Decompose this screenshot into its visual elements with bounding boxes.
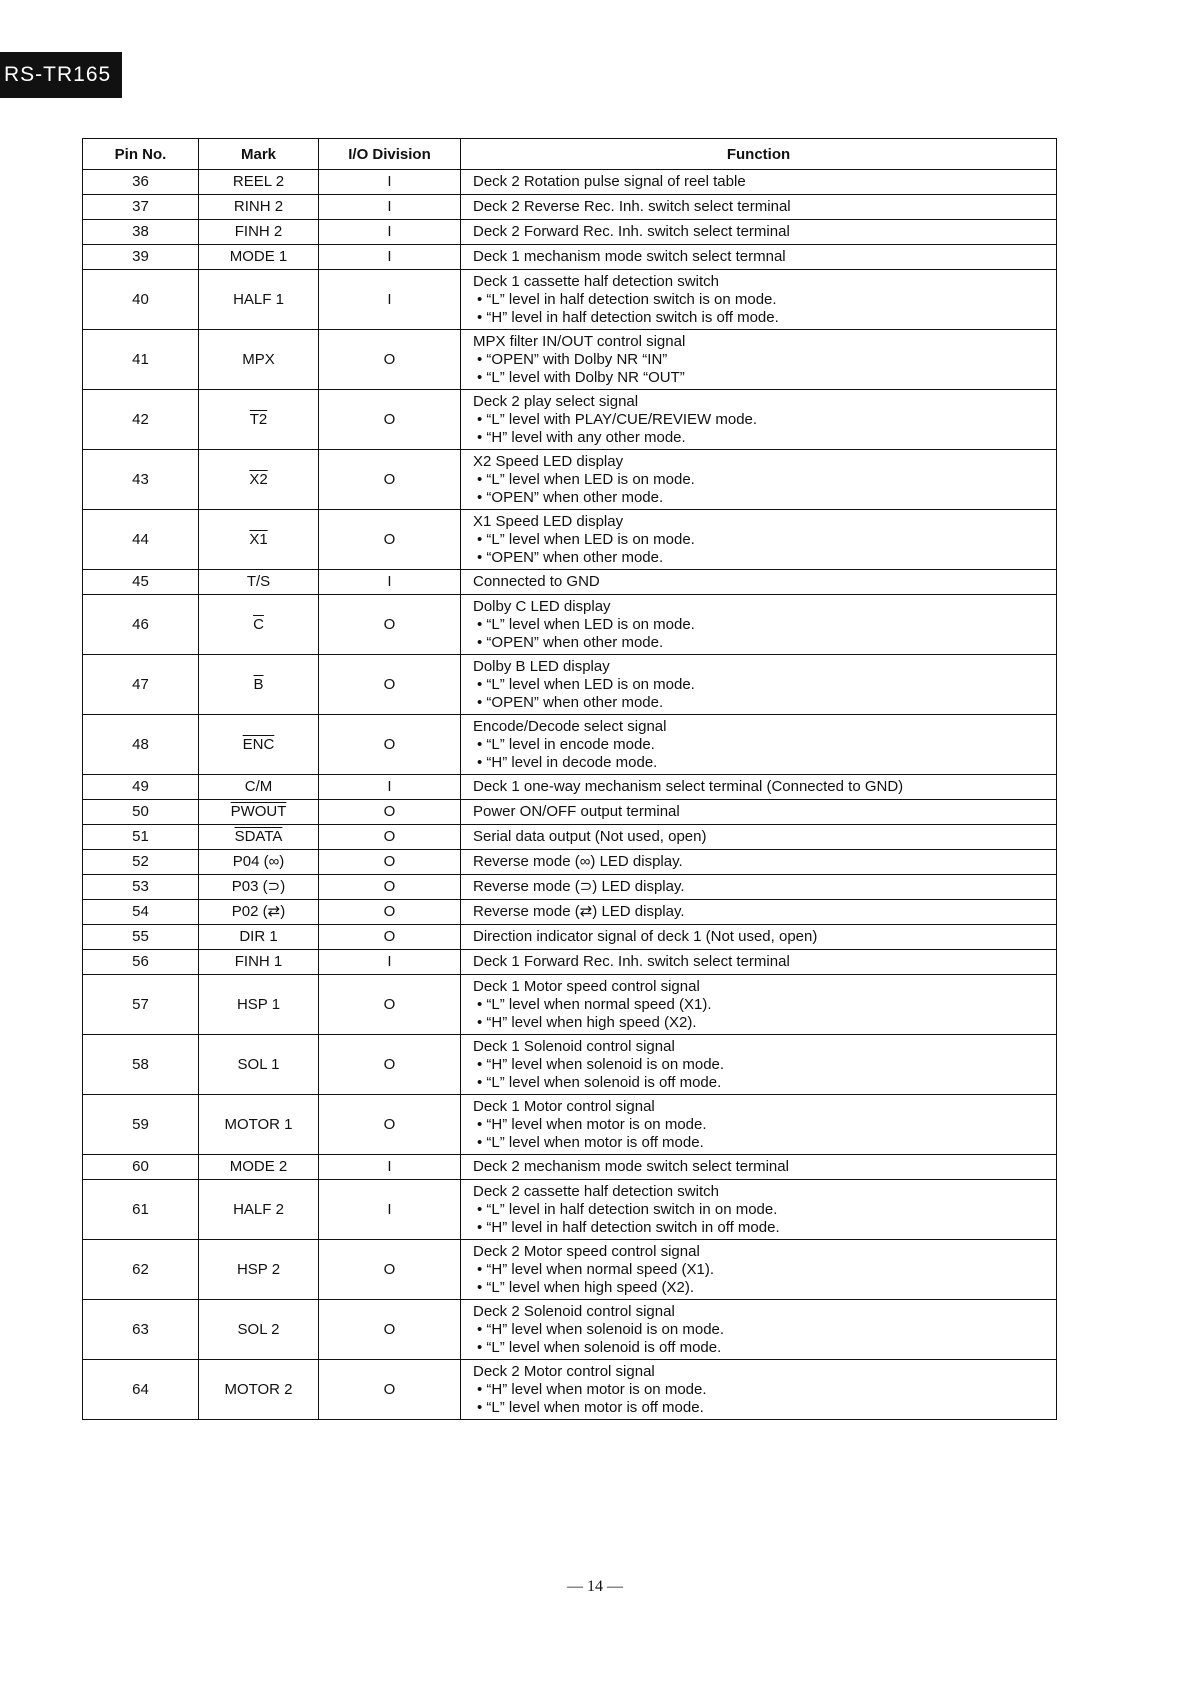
function-note: • “L” level with Dolby NR “OUT” — [473, 369, 1056, 387]
table-row — [83, 1095, 1057, 1155]
table-row — [83, 170, 1057, 195]
function-note: • “L” level when LED is on mode. — [473, 676, 1056, 694]
table-row — [83, 220, 1057, 245]
mark-label: HALF 1 — [233, 290, 284, 308]
function-description: Deck 2 play select signal — [473, 392, 639, 410]
function-cell — [461, 220, 1057, 245]
mark-label: SOL 1 — [237, 1055, 280, 1073]
function-note: • “L” level in half detection switch in on mode. — [473, 1201, 1056, 1219]
pin-number-cell: 49 — [83, 775, 199, 800]
pin-number-cell: 39 — [83, 245, 199, 270]
table-row — [83, 925, 1057, 950]
table-row — [83, 1300, 1057, 1360]
function-note: • “L” level when LED is on mode. — [473, 616, 1056, 634]
mark-cell — [199, 950, 319, 975]
function-cell — [461, 570, 1057, 595]
function-cell — [461, 875, 1057, 900]
table-row — [83, 570, 1057, 595]
function-cell — [461, 950, 1057, 975]
mark-label: HSP 1 — [236, 995, 281, 1013]
function-note: • “OPEN” with Dolby NR “IN” — [473, 351, 1056, 369]
io-division-cell: O — [319, 800, 461, 825]
io-division-cell: O — [319, 825, 461, 850]
io-division-cell: O — [319, 595, 461, 655]
function-description: Deck 2 Forward Rec. Inh. switch select terminal — [473, 223, 790, 240]
mark-label: P04 (∞) — [232, 853, 285, 870]
table-row — [83, 1360, 1057, 1420]
function-note: • “H” level in half detection switch in off mode. — [473, 1219, 1056, 1237]
function-note: • “OPEN” when other mode. — [473, 489, 1056, 507]
function-note: • “OPEN” when other mode. — [473, 634, 1056, 652]
pin-number-cell: 53 — [83, 875, 199, 900]
function-cell — [461, 925, 1057, 950]
mark-label: SOL 2 — [237, 1320, 280, 1338]
io-division-cell: O — [319, 655, 461, 715]
pin-number-cell: 51 — [83, 825, 199, 850]
pin-number-cell: 40 — [83, 270, 199, 330]
mark-cell — [199, 1300, 319, 1360]
function-description: Deck 1 Motor control signal — [473, 1097, 655, 1115]
mark-cell — [199, 825, 319, 850]
table-row — [83, 595, 1057, 655]
function-description: MPX filter IN/OUT control signal — [473, 332, 686, 350]
function-description: X1 Speed LED display — [473, 512, 624, 530]
function-description: Dolby C LED display — [473, 597, 611, 615]
mark-cell — [199, 775, 319, 800]
io-division-cell: O — [319, 450, 461, 510]
mark-label: MPX — [242, 350, 275, 368]
mark-cell — [199, 270, 319, 330]
mark-label: X1 — [249, 530, 268, 548]
function-description: Deck 2 cassette half detection switch — [473, 1182, 719, 1200]
pin-number-cell: 46 — [83, 595, 199, 655]
mark-cell — [199, 1155, 319, 1180]
pin-number-cell: 56 — [83, 950, 199, 975]
table-row — [83, 800, 1057, 825]
function-description: Deck 2 Motor speed control signal — [473, 1242, 700, 1260]
mark-label: $\overline{ENC}$ — [242, 735, 275, 753]
function-description: X2 Speed LED display — [473, 452, 624, 470]
pin-number-cell: 36 — [83, 170, 199, 195]
function-cell — [461, 1300, 1057, 1360]
mark-label: PWOUT — [230, 803, 287, 820]
function-note: • “H” level in decode mode. — [473, 754, 1056, 772]
function-cell — [461, 1095, 1057, 1155]
mark-label: MOTOR 2 — [224, 1380, 293, 1398]
pin-function-table — [82, 138, 1057, 1420]
function-note: • “H” level when solenoid is on mode. — [473, 1321, 1056, 1339]
mark-cell — [199, 975, 319, 1035]
pin-number-cell: 60 — [83, 1155, 199, 1180]
model-tag: RS-TR165 — [0, 52, 122, 98]
function-note: • “L” level with PLAY/CUE/REVIEW mode. — [473, 411, 1056, 429]
mark-label: P03 (⊃) — [231, 878, 286, 895]
mark-cell — [199, 510, 319, 570]
mark-cell — [199, 390, 319, 450]
mark-cell — [199, 1240, 319, 1300]
function-cell — [461, 850, 1057, 875]
function-cell — [461, 800, 1057, 825]
pin-number-cell: 47 — [83, 655, 199, 715]
pin-number-cell: 62 — [83, 1240, 199, 1300]
pin-number-cell: 58 — [83, 1035, 199, 1095]
io-division-cell: I — [319, 570, 461, 595]
function-note: • “L” level when LED is on mode. — [473, 531, 1056, 549]
function-cell — [461, 1155, 1057, 1180]
function-cell — [461, 1360, 1057, 1420]
mark-cell — [199, 715, 319, 775]
io-division-cell: O — [319, 975, 461, 1035]
mark-cell — [199, 450, 319, 510]
pin-number-cell: 63 — [83, 1300, 199, 1360]
function-description: Encode/Decode select signal — [473, 717, 667, 735]
mark-cell — [199, 245, 319, 270]
table-row — [83, 950, 1057, 975]
table-row — [83, 510, 1057, 570]
function-description: Reverse mode (∞) LED display. — [473, 853, 683, 870]
function-note: • “H” level in half detection switch is off mode. — [473, 309, 1056, 327]
function-description: Deck 1 mechanism mode switch select termnal — [473, 248, 786, 265]
mark-label: T2 — [249, 410, 268, 428]
io-division-cell: O — [319, 715, 461, 775]
mark-cell — [199, 1095, 319, 1155]
pin-number-cell: 52 — [83, 850, 199, 875]
mark-cell — [199, 900, 319, 925]
mark-cell — [199, 925, 319, 950]
function-note: • “L” level when LED is on mode. — [473, 471, 1056, 489]
table-header-row — [83, 139, 1057, 170]
mark-cell — [199, 800, 319, 825]
mark-cell — [199, 850, 319, 875]
table-row — [83, 330, 1057, 390]
mark-label: RINH 2 — [233, 198, 284, 215]
io-division-cell: I — [319, 220, 461, 245]
pin-number-cell: 42 — [83, 390, 199, 450]
io-division-cell: I — [319, 170, 461, 195]
pin-number-cell: 54 — [83, 900, 199, 925]
mark-label: MOTOR 1 — [224, 1115, 293, 1133]
io-division-cell: O — [319, 925, 461, 950]
function-description: Deck 1 Solenoid control signal — [473, 1037, 675, 1055]
function-note: • “H” level when motor is on mode. — [473, 1381, 1056, 1399]
function-description: Deck 1 cassette half detection switch — [473, 272, 719, 290]
mark-label: HSP 2 — [236, 1260, 281, 1278]
io-division-cell: I — [319, 270, 461, 330]
pin-number-cell: 48 — [83, 715, 199, 775]
io-division-cell: O — [319, 510, 461, 570]
table-row — [83, 715, 1057, 775]
function-description: Reverse mode (⊃) LED display. — [473, 878, 685, 895]
mark-label: REEL 2 — [232, 173, 285, 190]
mark-label: FINH 2 — [234, 223, 283, 240]
mark-label: FINH 1 — [234, 953, 283, 970]
table-row — [83, 1155, 1057, 1180]
io-division-cell: O — [319, 850, 461, 875]
io-division-cell: O — [319, 330, 461, 390]
function-note: • “OPEN” when other mode. — [473, 549, 1056, 567]
function-cell — [461, 170, 1057, 195]
mark-cell — [199, 220, 319, 245]
mark-label: $\overline{C}$ — [253, 615, 264, 633]
function-note: • “H” level when high speed (X2). — [473, 1014, 1056, 1032]
function-description: Deck 1 Forward Rec. Inh. switch select terminal — [473, 953, 790, 970]
mark-label: DIR 1 — [239, 928, 278, 945]
function-cell — [461, 1180, 1057, 1240]
pin-number-cell: 59 — [83, 1095, 199, 1155]
function-cell — [461, 715, 1057, 775]
pin-number-cell: 55 — [83, 925, 199, 950]
function-cell — [461, 270, 1057, 330]
pin-number-cell: 64 — [83, 1360, 199, 1420]
mark-cell — [199, 330, 319, 390]
io-division-cell: O — [319, 1240, 461, 1300]
pin-number-cell: 41 — [83, 330, 199, 390]
mark-label: MODE 1 — [229, 248, 288, 265]
pin-number-cell: 38 — [83, 220, 199, 245]
function-description: Deck 2 Reverse Rec. Inh. switch select terminal — [473, 198, 791, 215]
table-row — [83, 390, 1057, 450]
mark-cell — [199, 655, 319, 715]
function-cell — [461, 775, 1057, 800]
function-cell — [461, 900, 1057, 925]
io-division-cell: I — [319, 950, 461, 975]
header-io-division: I/O Division — [319, 139, 461, 170]
io-division-cell: I — [319, 195, 461, 220]
function-note: • “L” level in encode mode. — [473, 736, 1056, 754]
function-note: • “OPEN” when other mode. — [473, 694, 1056, 712]
function-note: • “L” level in half detection switch is on mode. — [473, 291, 1056, 309]
table-row — [83, 1180, 1057, 1240]
pin-number-cell: 57 — [83, 975, 199, 1035]
mark-cell — [199, 595, 319, 655]
pin-number-cell: 61 — [83, 1180, 199, 1240]
pin-number-cell: 43 — [83, 450, 199, 510]
function-cell — [461, 245, 1057, 270]
function-note: • “L” level when solenoid is off mode. — [473, 1339, 1056, 1357]
mark-label: X2 — [249, 470, 268, 488]
mark-label: C/M — [244, 778, 273, 795]
table-row — [83, 775, 1057, 800]
table-body — [83, 170, 1057, 1420]
header-pin-no: Pin No. — [83, 139, 199, 170]
function-description: Deck 2 Motor control signal — [473, 1362, 655, 1380]
function-cell — [461, 450, 1057, 510]
table-row — [83, 1035, 1057, 1095]
mark-cell — [199, 570, 319, 595]
function-cell — [461, 390, 1057, 450]
io-division-cell: O — [319, 1300, 461, 1360]
function-note: • “L” level when motor is off mode. — [473, 1399, 1056, 1417]
function-description: Deck 2 mechanism mode switch select terminal — [473, 1158, 789, 1175]
table-row — [83, 850, 1057, 875]
io-division-cell: O — [319, 1035, 461, 1095]
io-division-cell: O — [319, 900, 461, 925]
mark-label: T/S — [246, 573, 271, 590]
mark-label: SDATA — [234, 828, 283, 845]
function-cell — [461, 510, 1057, 570]
function-note: • “H” level with any other mode. — [473, 429, 1056, 447]
table-row — [83, 1240, 1057, 1300]
io-division-cell: I — [319, 775, 461, 800]
function-description: Dolby B LED display — [473, 657, 610, 675]
mark-label: $\overline{B}$ — [253, 675, 264, 693]
io-division-cell: O — [319, 1095, 461, 1155]
mark-label: MODE 2 — [229, 1158, 288, 1175]
pin-number-cell: 44 — [83, 510, 199, 570]
function-note: • “H” level when motor is on mode. — [473, 1116, 1056, 1134]
table-row — [83, 270, 1057, 330]
function-note: • “L” level when high speed (X2). — [473, 1279, 1056, 1297]
function-cell — [461, 975, 1057, 1035]
function-cell — [461, 330, 1057, 390]
function-description: Serial data output (Not used, open) — [473, 828, 707, 845]
mark-cell — [199, 170, 319, 195]
function-note: • “L” level when normal speed (X1). — [473, 996, 1056, 1014]
table-row — [83, 975, 1057, 1035]
table-row — [83, 195, 1057, 220]
mark-cell — [199, 875, 319, 900]
function-description: Direction indicator signal of deck 1 (Not used, open) — [473, 928, 818, 945]
table-row — [83, 825, 1057, 850]
function-note: • “H” level when solenoid is on mode. — [473, 1056, 1056, 1074]
function-cell — [461, 825, 1057, 850]
mark-label: HALF 2 — [233, 1200, 284, 1218]
function-cell — [461, 655, 1057, 715]
table-row — [83, 900, 1057, 925]
function-cell — [461, 1035, 1057, 1095]
mark-cell — [199, 195, 319, 220]
mark-cell — [199, 1035, 319, 1095]
function-description: Power ON/OFF output terminal — [473, 803, 680, 820]
table-row — [83, 245, 1057, 270]
table-row — [83, 875, 1057, 900]
page-number: — 14 — — [567, 1578, 623, 1595]
function-description: Deck 2 Rotation pulse signal of reel table — [473, 173, 746, 190]
function-description: Deck 1 one-way mechanism select terminal (Connected to GND) — [473, 778, 904, 795]
io-division-cell: O — [319, 1360, 461, 1420]
mark-cell — [199, 1360, 319, 1420]
io-division-cell: I — [319, 1155, 461, 1180]
function-description: Deck 2 Solenoid control signal — [473, 1302, 675, 1320]
function-cell — [461, 595, 1057, 655]
function-description: Reverse mode (⇄) LED display. — [473, 903, 685, 920]
table-row — [83, 450, 1057, 510]
pin-number-cell: 50 — [83, 800, 199, 825]
io-division-cell: O — [319, 875, 461, 900]
function-description: Deck 1 Motor speed control signal — [473, 977, 700, 995]
table-row — [83, 655, 1057, 715]
function-note: • “H” level when normal speed (X1). — [473, 1261, 1056, 1279]
mark-cell — [199, 1180, 319, 1240]
io-division-cell: O — [319, 390, 461, 450]
function-note: • “L” level when solenoid is off mode. — [473, 1074, 1056, 1092]
header-mark: Mark — [199, 139, 319, 170]
function-cell — [461, 195, 1057, 220]
pin-number-cell: 37 — [83, 195, 199, 220]
mark-label: P02 (⇄) — [231, 903, 286, 920]
function-description: Connected to GND — [473, 573, 600, 590]
io-division-cell: I — [319, 245, 461, 270]
function-note: • “L” level when motor is off mode. — [473, 1134, 1056, 1152]
pin-number-cell: 45 — [83, 570, 199, 595]
io-division-cell: I — [319, 1180, 461, 1240]
header-function: Function — [461, 139, 1057, 170]
function-cell — [461, 1240, 1057, 1300]
